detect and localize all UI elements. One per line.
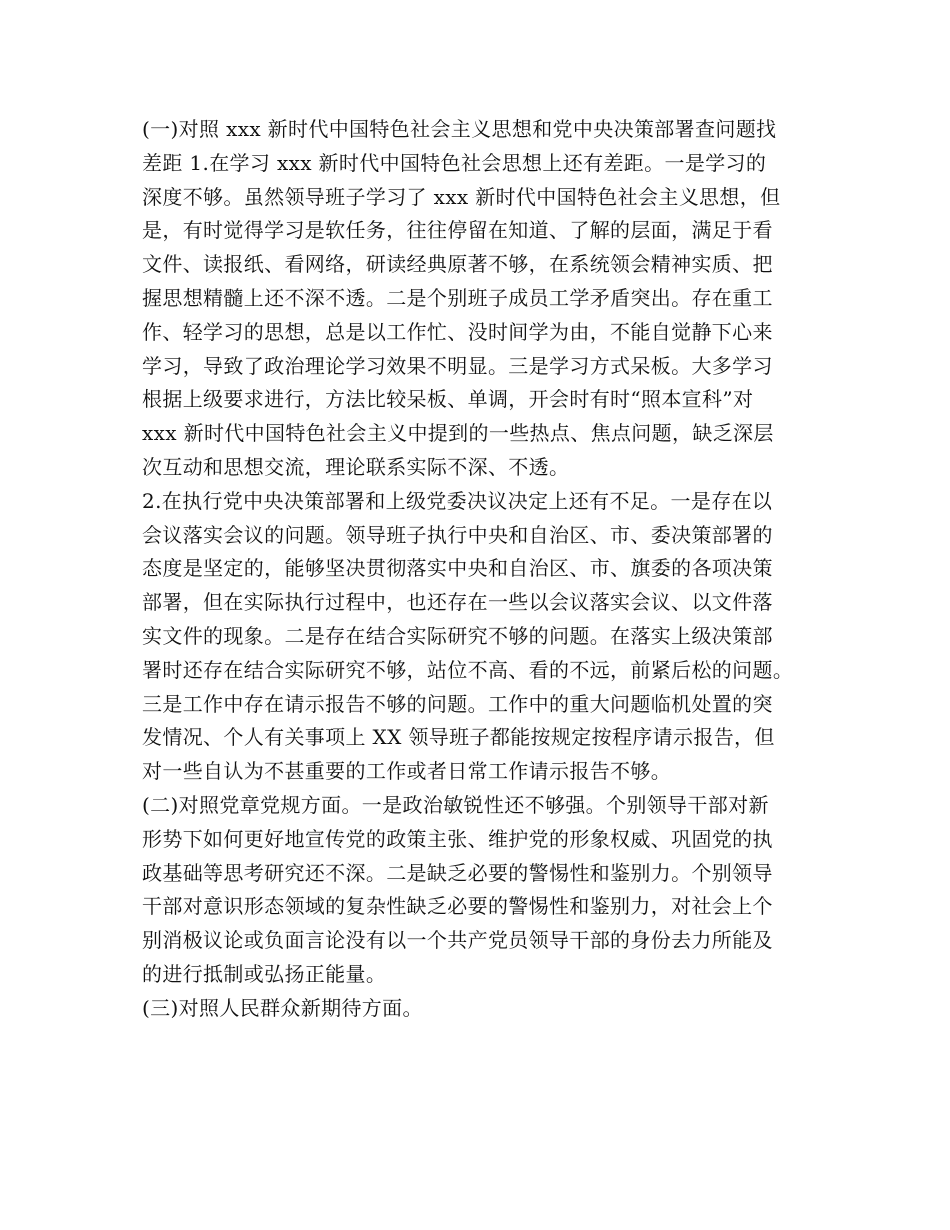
text-line: (三)对照人民群众新期待方面。: [142, 995, 423, 1020]
text-line: xxx 新时代中国特色社会主义中提到的一些热点、焦点问题，缺乏深层: [142, 421, 774, 446]
text-line: 会议落实会议的问题。领导班子执行中央和自治区、市、委决策部署的: [142, 522, 773, 547]
text-line: 署时还存在结合实际研究不够，站位不高、看的不远，前紧后松的问题。: [142, 657, 794, 682]
text-line: 实文件的现象。二是存在结合实际研究不够的问题。在落实上级决策部: [142, 623, 773, 648]
text-line: 根据上级要求进行，方法比较呆板、单调，开会时有时“照本宣科”对: [142, 387, 754, 412]
text-line: 文件、读报纸、看网络，研读经典原著不够，在系统领会精神实质、把: [142, 252, 773, 277]
text-line: (一)对照 xxx 新时代中国特色社会主义思想和党中央决策部署查问题找: [142, 117, 777, 141]
text-line: 深度不够。虽然领导班子学习了 xxx 新时代中国特色社会主义思想，但: [142, 184, 781, 209]
document-page: [142, 113, 822, 1026]
text-line: 是，有时觉得学习是软任务，往往停留在知道、了解的层面，满足于看: [142, 218, 773, 243]
text-line: 态度是坚定的，能够坚决贯彻落实中央和自治区、市、旗委的各项决策: [142, 556, 773, 581]
text-line: 部署，但在实际执行过程中，也还存在一些以会议落实会议、以文件落: [142, 590, 773, 615]
text-line: 形势下如何更好地宣传党的政策主张、维护党的形象权威、巩固党的执: [142, 826, 773, 851]
text-line: 干部对意识形态领域的复杂性缺乏必要的警惕性和鉴别力，对社会上个: [142, 894, 773, 919]
text-line: 差距 1.在学习 xxx 新时代中国特色社会思想上还有差距。一是学习的: [142, 150, 767, 175]
text-line: 作、轻学习的思想，总是以工作忙、没时间学为由，不能自觉静下心来: [142, 319, 773, 344]
text-line: 次互动和思想交流，理论联系实际不深、不透。: [142, 454, 570, 479]
text-line: (二)对照党章党规方面。一是政治敏锐性还不够强。个别领导干部对新: [142, 792, 769, 817]
text-line: 2.在执行党中央决策部署和上级党委决议决定上还有不足。一是存在以: [142, 488, 773, 513]
text-line: 对一些自认为不甚重要的工作或者日常工作请示报告不够。: [142, 759, 672, 784]
text-line: 发情况、个人有关事项上 XX 领导班子都能按规定按程序请示报告，但: [142, 725, 775, 750]
text-line: 三是工作中存在请示报告不够的问题。工作中的重大问题临机处置的突: [142, 691, 773, 716]
text-line: 的进行抵制或弘扬正能量。: [142, 961, 387, 986]
text-line: 政基础等思考研究还不深。二是缺乏必要的警惕性和鉴别力。个别领导: [142, 860, 773, 885]
text-line: 握思想精髓上还不深不透。二是个别班子成员工学矛盾突出。存在重工: [142, 285, 773, 310]
text-line: 别消极议论或负面言论没有以一个共产党员领导干部的身份去力所能及: [142, 928, 773, 953]
text-line: 学习，导致了政治理论学习效果不明显。三是学习方式呆板。大多学习: [142, 353, 773, 378]
